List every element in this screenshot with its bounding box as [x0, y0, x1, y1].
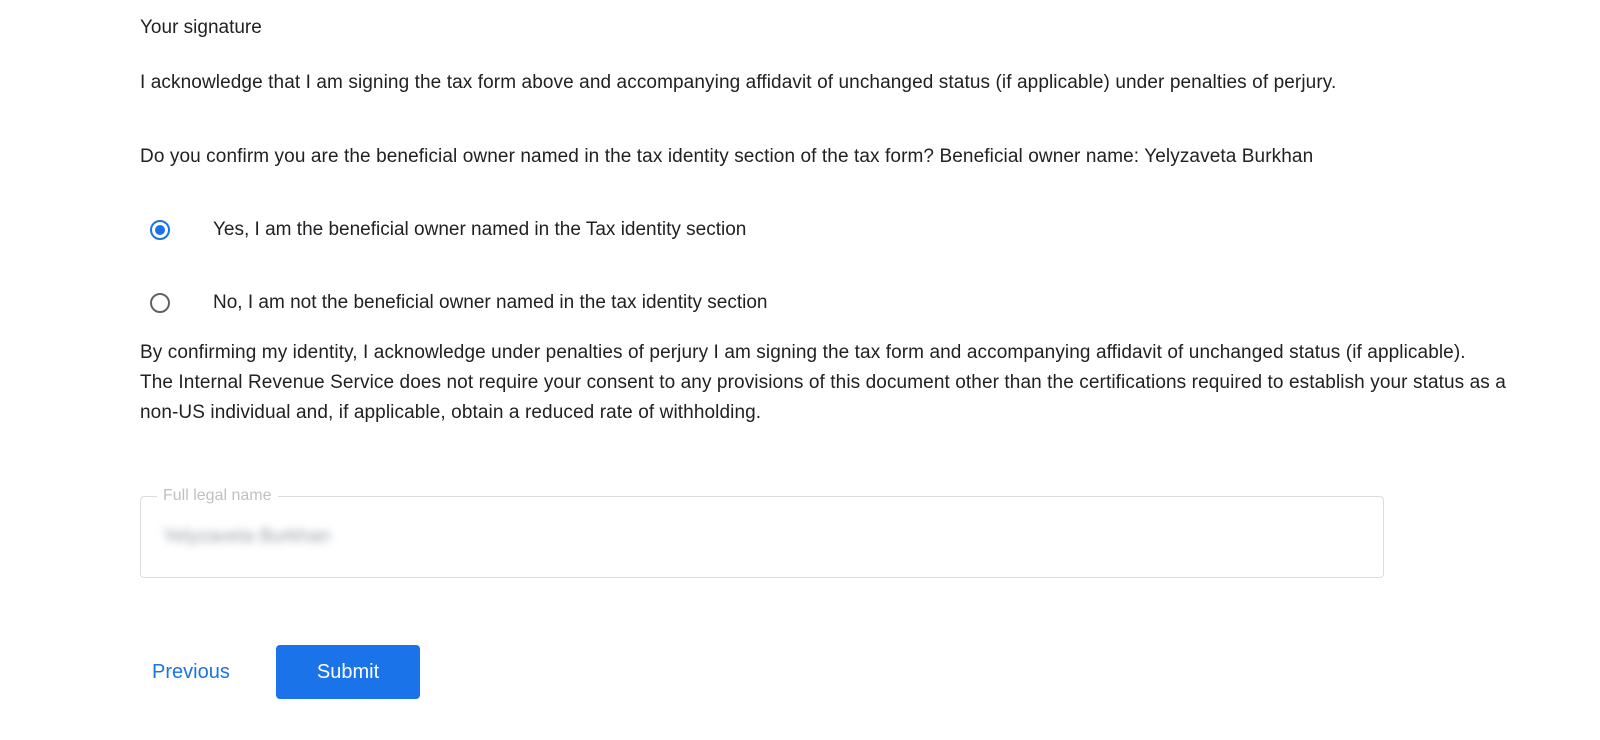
- full-legal-name-label: Full legal name: [157, 486, 278, 506]
- radio-dot-icon: [155, 225, 165, 235]
- beneficial-owner-question: Do you confirm you are the beneficial owner named in the tax identity section of the tax form? Beneficial owner name: Yelyzaveta Burkhan: [140, 146, 1314, 167]
- acknowledgement-text: I acknowledge that I am signing the tax form above and accompanying affidavit of unchanged status (if applicable) under penalties of perjury.: [140, 72, 1337, 93]
- radio-unchecked-icon: [150, 293, 170, 313]
- radio-option-yes[interactable]: [140, 210, 746, 250]
- full-legal-name-field[interactable]: [140, 487, 1384, 578]
- submit-button[interactable]: Submit: [276, 645, 420, 699]
- perjury-disclaimer: [140, 338, 1540, 428]
- radio-button-yes[interactable]: [140, 210, 180, 250]
- previous-button[interactable]: Previous: [152, 660, 230, 683]
- radio-checked-icon: [150, 220, 170, 240]
- disclaimer-line-1: By confirming my identity, I acknowledge under penalties of perjury I am signing the tax form and accompanying affidavit of unchanged status (if applicable).: [140, 342, 1466, 363]
- disclaimer-line-2: The Internal Revenue Service does not require your consent to any provisions of this document other than the certifications required to establish your status as a non-US individual and, if applicable, obtain a reduced rate of withholding.: [140, 372, 1506, 423]
- radio-label-no: No, I am not the beneficial owner named in the tax identity section: [213, 292, 768, 313]
- section-title: Your signature: [140, 17, 262, 38]
- radio-label-yes: Yes, I am the beneficial owner named in the Tax identity section: [213, 219, 747, 240]
- radio-button-no[interactable]: [140, 283, 180, 323]
- full-legal-name-value[interactable]: Yelyzaveta Burkhan: [163, 526, 331, 547]
- radio-option-no[interactable]: [140, 283, 767, 323]
